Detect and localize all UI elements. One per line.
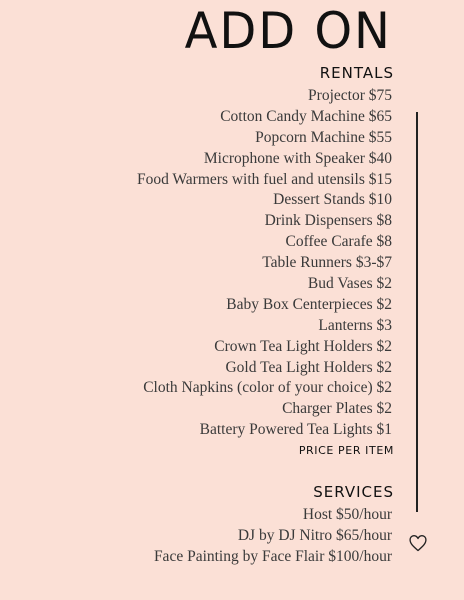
rental-item: Projector $75 <box>308 87 392 104</box>
rentals-list <box>137 86 392 441</box>
service-item: DJ by DJ Nitro $65/hour <box>237 527 392 544</box>
page-title: ADD ON <box>184 2 392 60</box>
rental-item: Coffee Carafe $8 <box>285 233 392 251</box>
price-per-item-note: PRICE PER ITEM <box>298 444 394 457</box>
vertical-divider <box>416 112 418 512</box>
service-item: Host $50/hour <box>302 506 392 523</box>
rental-item: Charger Plates $2 <box>282 400 392 418</box>
rental-item: Crown Tea Light Holders $2 <box>214 337 392 355</box>
rental-item: Drink Dispensers $8 <box>264 212 392 230</box>
services-heading: SERVICES <box>313 483 394 501</box>
rental-item: Baby Box Centerpieces $2 <box>226 295 392 313</box>
services-list <box>154 504 392 567</box>
rentals-heading: RENTALS <box>319 64 394 82</box>
rental-item: Popcorn Machine $55 <box>255 128 392 146</box>
rental-item: Cotton Candy Machine $65 <box>220 107 392 125</box>
rental-item: Food Warmers with fuel and utensils $15 <box>136 170 392 188</box>
rental-item: Dessert Stands $10 <box>273 191 392 209</box>
rental-item: Gold Tea Light Holders $2 <box>225 358 392 376</box>
rental-item: Microphone with Speaker $40 <box>203 149 392 167</box>
heart-outline-icon <box>408 533 428 553</box>
rental-item: Table Runners $3-$7 <box>262 254 392 272</box>
rental-item: Battery Powered Tea Lights $1 <box>199 421 392 439</box>
rental-item: Cloth Napkins (color of your choice) $2 <box>143 379 392 397</box>
service-item: Face Painting by Face Flair $100/hour <box>153 548 392 565</box>
rental-item: Lanterns $3 <box>318 316 392 334</box>
rental-item: Bud Vases $2 <box>307 275 392 293</box>
